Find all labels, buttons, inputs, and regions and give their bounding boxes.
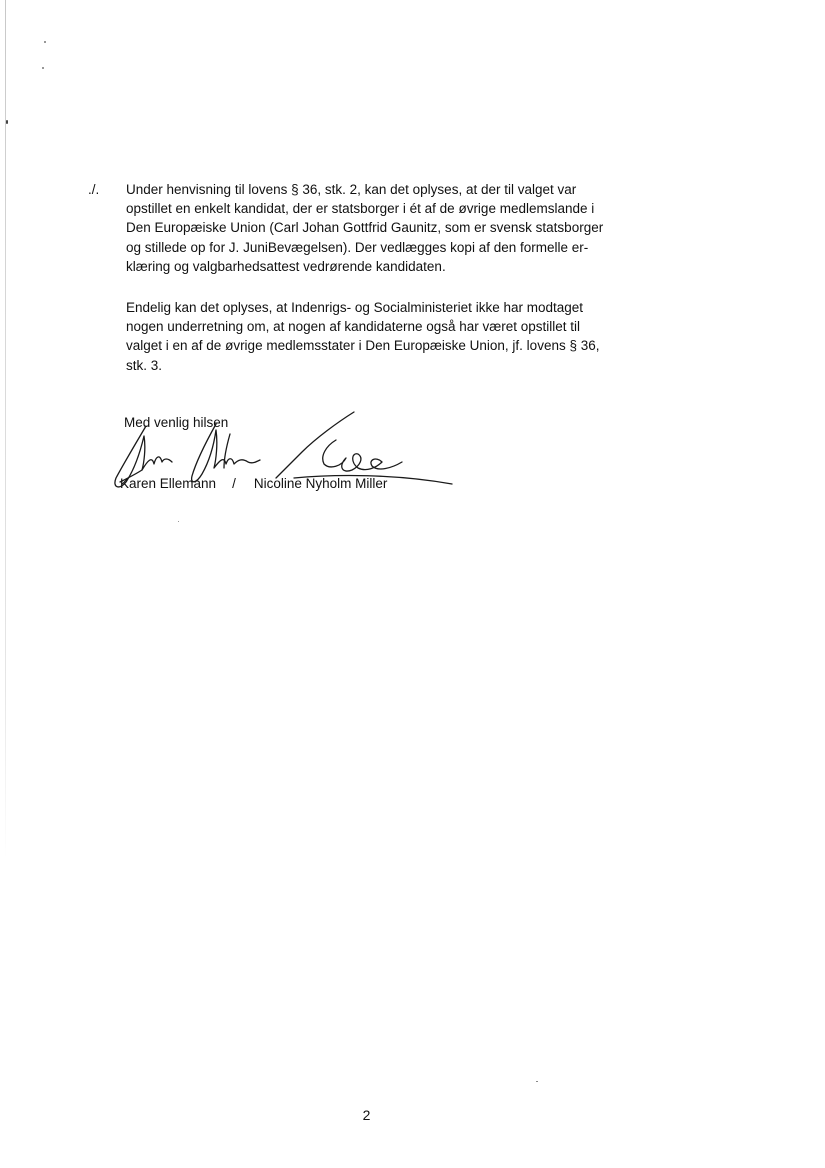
text-line: og stillede op for J. JuniBevægelsen). Der vedlægges kopi af den formelle er- [126, 239, 589, 255]
page-number-label: 2 [362, 1107, 371, 1123]
paragraph-candidate-notice [126, 180, 626, 276]
scan-speck [178, 521, 179, 522]
signature-stroke-4 [224, 434, 230, 468]
paragraph-ministry-notice [126, 298, 626, 375]
text-line: nogen underretning om, at nogen af kandidaterne også har været opstillet til [126, 319, 581, 335]
signer-names [120, 474, 387, 493]
scan-speck [42, 67, 44, 69]
signer-name-2: Nicoline Nyholm Miller [253, 476, 388, 491]
page-number [0, 1106, 825, 1124]
text-line: opstillet en enkelt kandidat, der er statsborger i ét af de øvrige medlemslande i [126, 201, 595, 217]
scan-speck [44, 41, 46, 43]
scan-edge-line [5, 0, 6, 860]
text-line: Endelig kan det oplyses, at Indenrigs- og Socialministeriet ikke har modtaget [126, 300, 583, 315]
text-line: stk. 3. [126, 357, 163, 373]
text-line: Under henvisning til lovens § 36, stk. 2, kan det oplyses, at der til valget var [126, 182, 577, 197]
signature-stroke-5 [276, 412, 354, 478]
attachment-marker: ./. [88, 182, 100, 197]
scan-speck [6, 120, 8, 124]
closing-salutation: Med venlig hilsen [124, 415, 229, 430]
text-line: klæring og valgbarhedsattest vedrørende kandidaten. [126, 258, 446, 274]
signer-name-1: Karen Ellemann [120, 476, 217, 491]
signature-stroke-6 [323, 440, 402, 471]
text-line: valget i en af de øvrige medlemsstater i Den Europæiske Union, jf. lovens § 36, [126, 338, 600, 354]
text-line: Den Europæiske Union (Carl Johan Gottfrid Gaunitz, som er svensk statsborger [126, 220, 604, 236]
scan-speck [536, 1081, 538, 1082]
signer-separator: / [232, 476, 236, 491]
